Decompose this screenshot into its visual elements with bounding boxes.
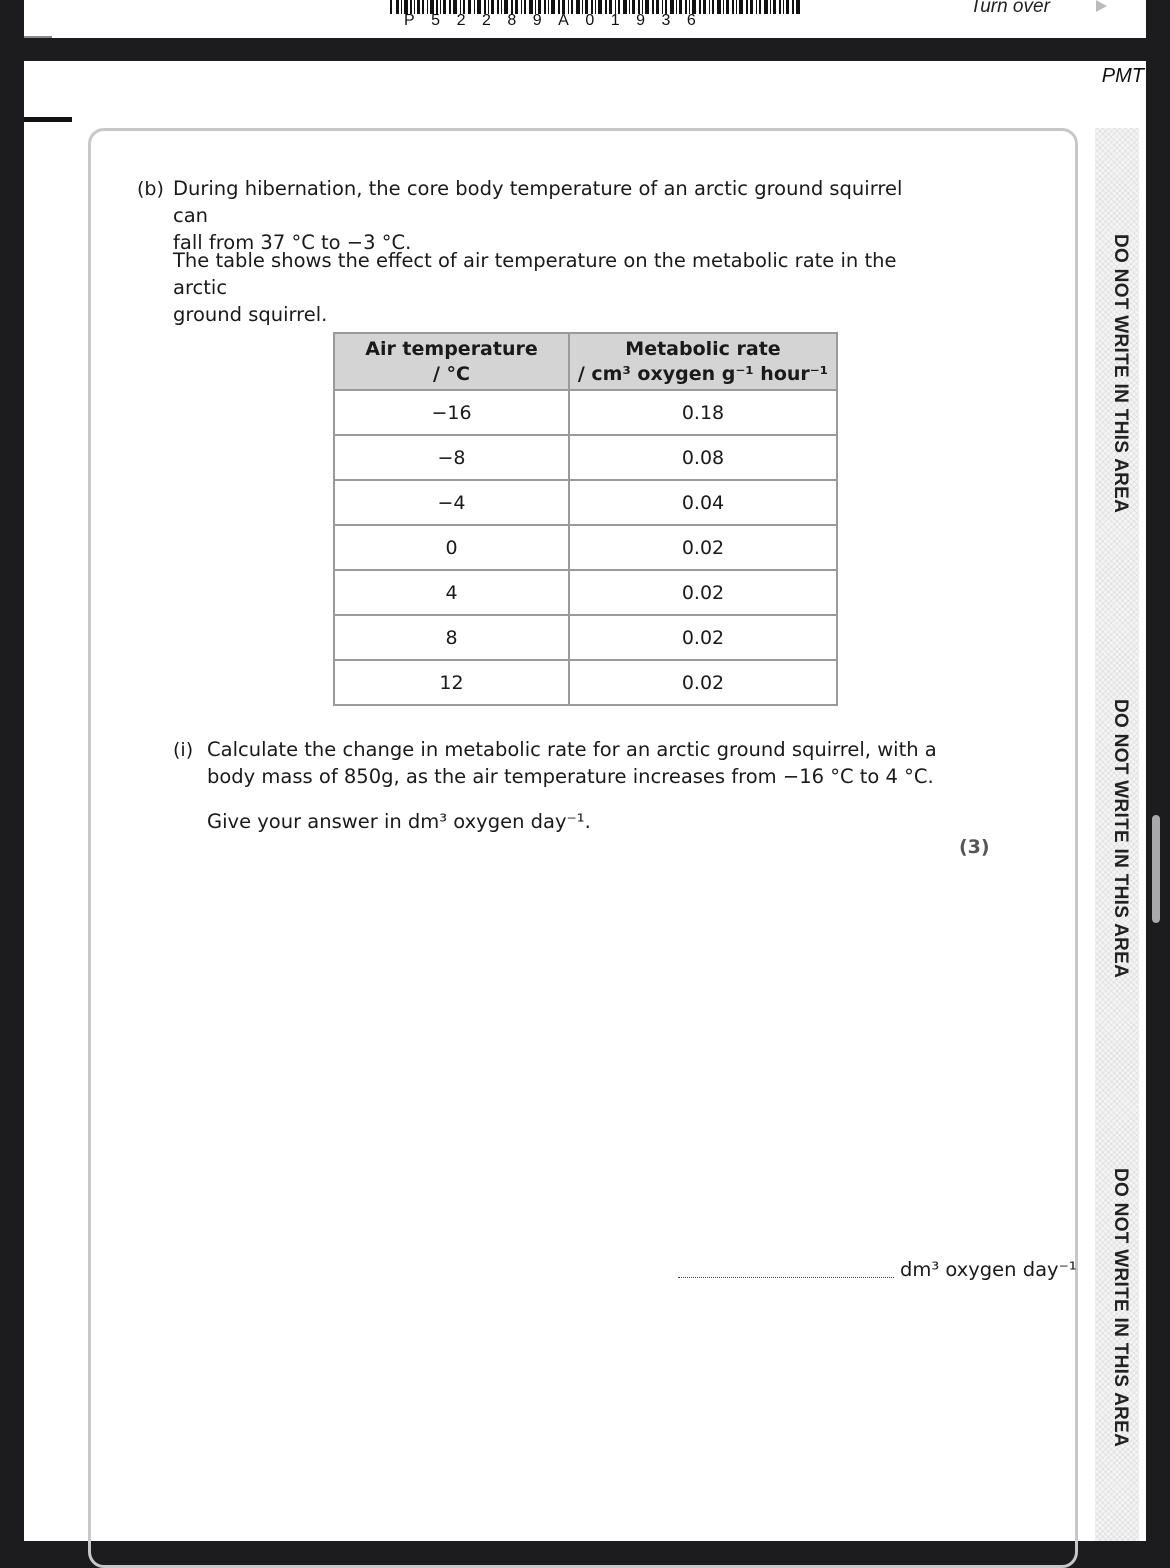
question-b-text <box>173 175 943 256</box>
barcode-digits: P52289A01936 <box>404 12 713 29</box>
temperature-cell: 0 <box>334 525 569 570</box>
side-margin-strip <box>1095 128 1139 1541</box>
question-i-line-2: body mass of 850g, as the air temperature increases from −16 °C to 4 °C. <box>207 765 934 788</box>
answer-unit-label: dm³ oxygen day⁻¹ <box>900 1258 1077 1281</box>
air-temperature-header: Air temperature / °C <box>334 333 569 390</box>
marks-label: (3) <box>959 836 990 858</box>
page-edge-line <box>24 36 52 38</box>
question-i-label: (i) <box>173 739 194 761</box>
side-notice-1: DO NOT WRITE IN THIS AREA <box>1110 234 1131 514</box>
metabolic-rate-table <box>333 332 838 706</box>
turn-over-arrow-icon <box>1096 0 1107 12</box>
rate-cell: 0.02 <box>569 660 837 705</box>
temperature-cell: 4 <box>334 570 569 615</box>
rate-cell: 0.08 <box>569 435 837 480</box>
answer-input-line[interactable] <box>678 1277 894 1278</box>
pmt-watermark: PMT <box>1101 65 1144 87</box>
table-intro-line-2: ground squirrel. <box>173 303 328 326</box>
table-row <box>334 390 837 435</box>
temperature-cell: 8 <box>334 615 569 660</box>
table-intro-line-1: The table shows the effect of air temperature on the metabolic rate in the arctic <box>173 249 897 299</box>
table-intro-text <box>173 247 943 328</box>
table-row <box>334 480 837 525</box>
question-i-text <box>207 736 967 790</box>
turn-over-label: Turn over <box>970 0 1050 17</box>
answer-instruction: Give your answer in dm³ oxygen day⁻¹. <box>207 810 591 833</box>
side-notice-3: DO NOT WRITE IN THIS AREA <box>1110 1168 1131 1448</box>
previous-page-footer <box>24 0 1146 38</box>
table-row <box>334 615 837 660</box>
temperature-cell: −16 <box>334 390 569 435</box>
margin-mark <box>24 117 72 122</box>
rate-cell: 0.04 <box>569 480 837 525</box>
rate-cell: 0.02 <box>569 525 837 570</box>
temperature-cell: −8 <box>334 435 569 480</box>
metabolic-rate-header: Metabolic rate / cm³ oxygen g⁻¹ hour⁻¹ <box>569 333 837 390</box>
question-i-line-1: Calculate the change in metabolic rate for an arctic ground squirrel, with a <box>207 738 937 761</box>
table-header-row <box>334 333 837 390</box>
table-row <box>334 570 837 615</box>
rate-cell: 0.18 <box>569 390 837 435</box>
rate-cell: 0.02 <box>569 615 837 660</box>
temperature-cell: 12 <box>334 660 569 705</box>
temperature-cell: −4 <box>334 480 569 525</box>
table-row <box>334 660 837 705</box>
scrollbar-thumb[interactable] <box>1152 815 1160 923</box>
question-b-line-2: fall from 37 °C to −3 °C. <box>173 231 412 254</box>
table-row <box>334 525 837 570</box>
rate-cell: 0.02 <box>569 570 837 615</box>
table-row <box>334 435 837 480</box>
side-notice-2: DO NOT WRITE IN THIS AREA <box>1110 699 1131 979</box>
question-b-line-1: During hibernation, the core body temperature of an arctic ground squirrel can <box>173 177 903 227</box>
question-b-label: (b) <box>137 178 164 200</box>
